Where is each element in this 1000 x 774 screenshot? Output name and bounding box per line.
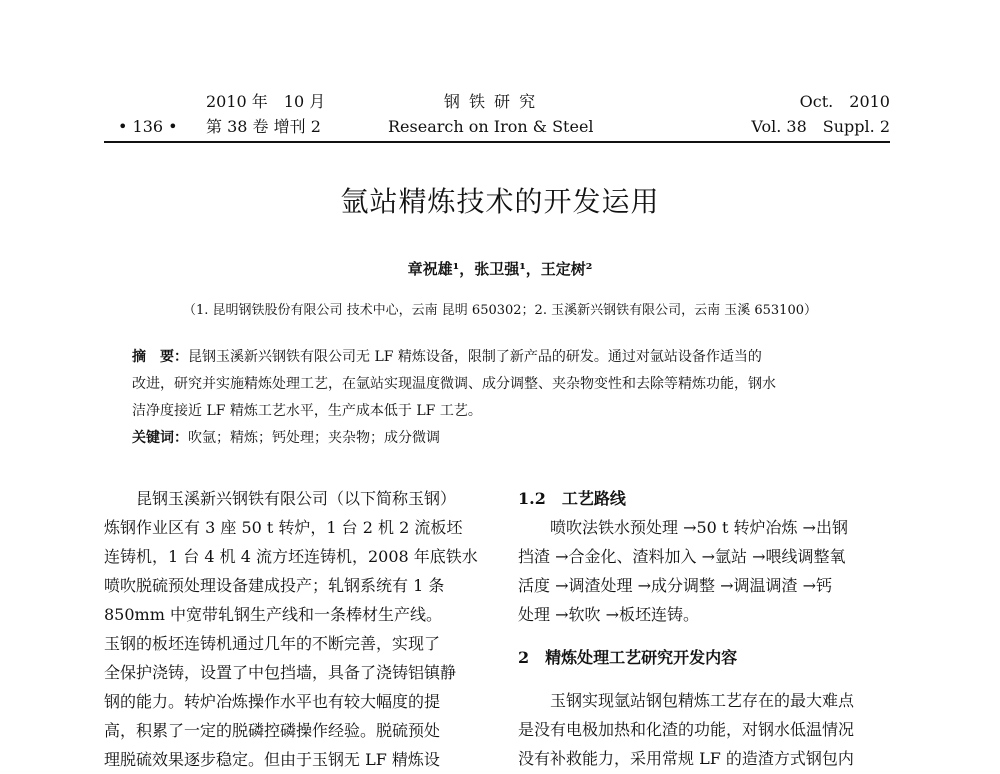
section-heading-2: 2 精炼处理工艺研究开发内容 xyxy=(518,648,738,667)
route-line: 处理 →软吹 →板坯连铸。 xyxy=(518,605,699,624)
abstract-line: 改进，研究并实施精炼处理工艺，在氩站实现温度微调、成分调整、夹杂物变性和去除等精炼功能，钢水 xyxy=(132,376,776,392)
body-line: 钢的能力。转炉冶炼操作水平也有较大幅度的提 xyxy=(104,692,441,711)
abstract-line: 洁净度接近 LF 精炼工艺水平，生产成本低于 LF 工艺。 xyxy=(132,403,482,419)
keywords-text: 吹氩；精炼；钙处理；夹杂物；成分微调 xyxy=(188,430,440,446)
body-line: 炼钢作业区有 3 座 50 t 转炉，1 台 2 机 2 流板坯 xyxy=(104,518,463,537)
journal-name-en: Research on Iron & Steel xyxy=(388,117,594,136)
left-column xyxy=(104,484,490,774)
header-date-cn: 2010 年 10 月 xyxy=(206,92,326,111)
route-line: 挡渣 →合金化、渣料加入 →氩站 →喂线调整氧 xyxy=(518,547,846,566)
right-column xyxy=(518,484,890,773)
route-line: 喷吹法铁水预处理 →50 t 转炉冶炼 →出钢 xyxy=(518,518,848,537)
body-line: 昆钢玉溪新兴钢铁有限公司（以下简称玉钢） xyxy=(104,489,457,508)
author-affiliation: （1. 昆明钢铁股份有限公司 技术中心，云南 昆明 650302；2. 玉溪新兴钢铁有限公司，云南 玉溪 653100） xyxy=(183,303,817,318)
abstract-text: 昆钢玉溪新兴钢铁有限公司无 LF 精炼设备，限制了新产品的研发。通过对氩站设备作适当的 xyxy=(188,349,762,365)
header-divider xyxy=(104,141,890,143)
body-line: 850mm 中宽带轧钢生产线和一条棒材生产线。 xyxy=(104,605,442,624)
keywords-line xyxy=(132,425,850,452)
keywords-label: 关键词： xyxy=(132,430,188,446)
abstract-label: 摘 要： xyxy=(132,349,188,365)
body-line: 玉钢的板坯连铸机通过几年的不断完善，实现了 xyxy=(104,634,441,653)
header-volume-cn: 第 38 卷 增刊 2 xyxy=(206,117,321,136)
body-line: 高，积累了一定的脱磷控磷操作经验。脱硫预处 xyxy=(104,721,441,740)
abstract-block xyxy=(132,344,850,452)
body-line: 连铸机，1 台 4 机 4 流方坯连铸机，2008 年底铁水 xyxy=(104,547,478,566)
body-line: 没有补救能力，采用常规 LF 的造渣方式钢包内 xyxy=(518,749,854,768)
abstract-line xyxy=(132,344,850,371)
journal-name-cn: 钢 铁 研 究 xyxy=(443,92,538,111)
body-line: 喷吹脱硫预处理设备建成投产；轧钢系统有 1 条 xyxy=(104,576,445,595)
header-volume-en: Vol. 38 Suppl. 2 xyxy=(751,117,890,136)
body-line: 玉钢实现氩站钢包精炼工艺存在的最大难点 xyxy=(518,691,855,710)
body-line: 全保护浇铸，设置了中包挡墙，具备了浇铸铝镇静 xyxy=(104,663,457,682)
author-list: 章祝雄¹，张卫强¹，王定树² xyxy=(407,260,593,278)
route-line: 活度 →调渣处理 →成分调整 →调温调渣 →钙 xyxy=(518,576,832,595)
page-number: • 136 • xyxy=(118,117,178,136)
body-line: 理脱硫效果逐步稳定。但由于玉钢无 LF 精炼设 xyxy=(104,750,440,769)
header-date-en: Oct. 2010 xyxy=(799,92,890,111)
section-heading-1-2: 1.2 工艺路线 xyxy=(518,489,626,508)
body-line: 是没有电极加热和化渣的功能，对钢水低温情况 xyxy=(518,720,855,739)
paper-title: 氩站精炼技术的开发运用 xyxy=(340,185,660,218)
